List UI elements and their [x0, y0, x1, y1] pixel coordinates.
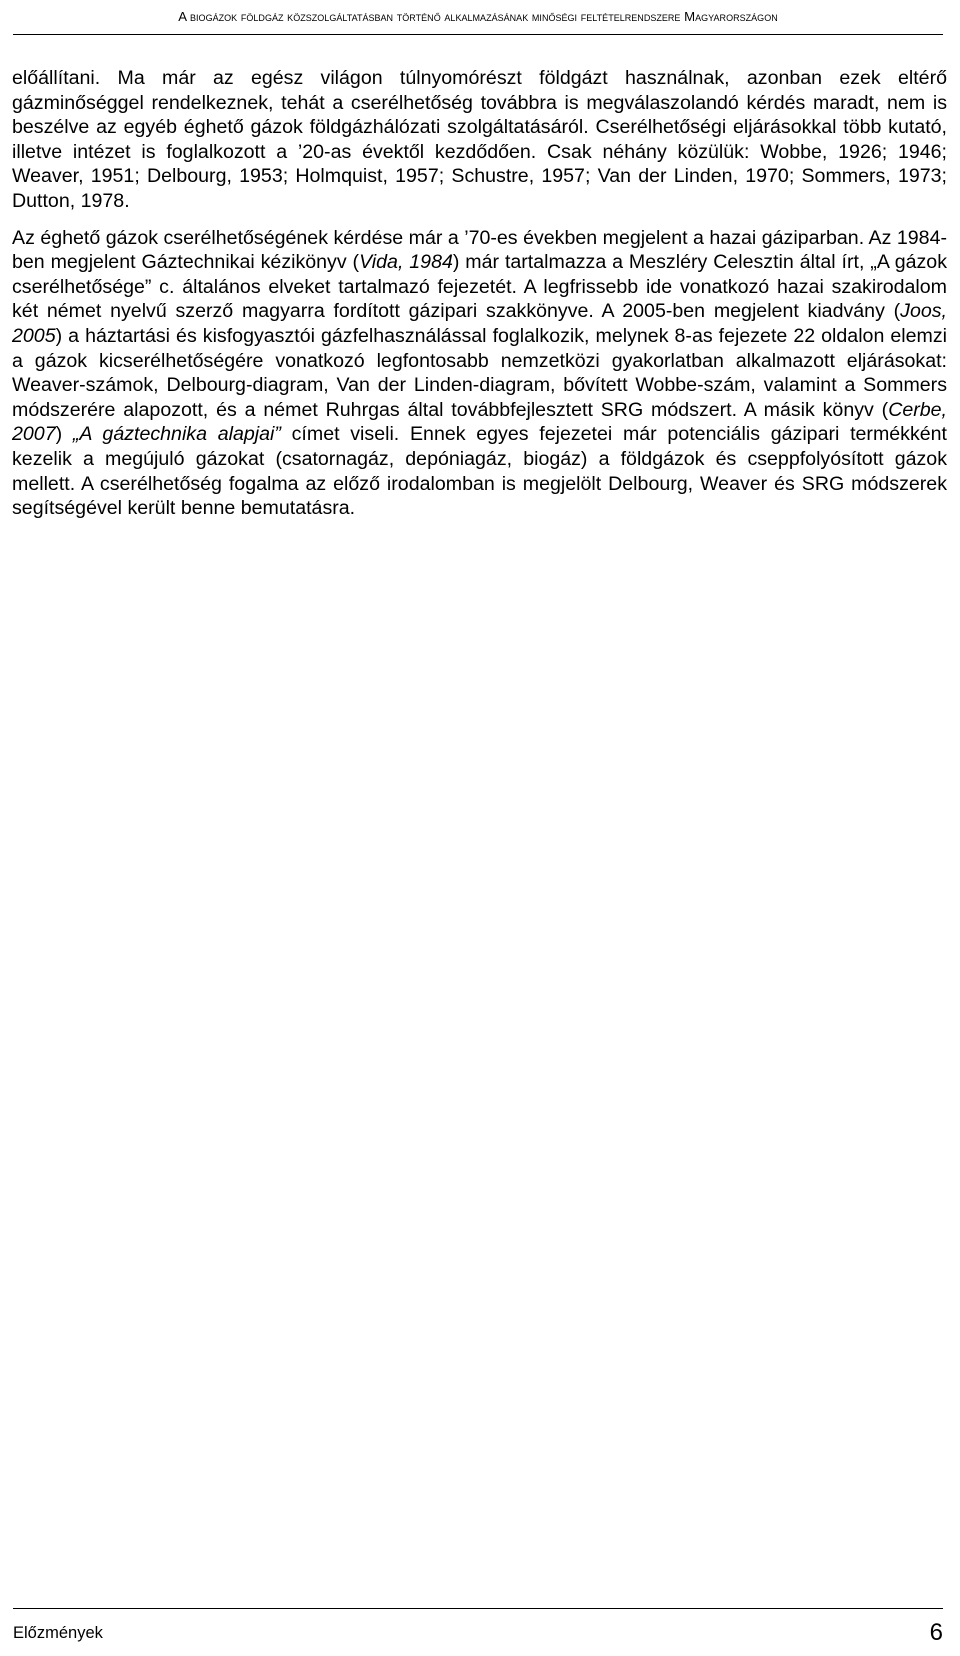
body-text: [12, 66, 947, 521]
text-run: ) már tartalmazza a Meszléry Celesztin által írt, „A gázok cserélhetősége” c. általános elveket tartalmazó fejezetét. A legfrissebb ide vonatkozó hazai szakirodalom két német nyelvű szerző magyarra fordított gázipari szakkönyve. A 2005-ben megjelent kiadvány (: [12, 251, 947, 323]
running-header: [13, 4, 943, 35]
italic-text-run: Vida, 1984: [359, 251, 453, 274]
running-footer: [13, 1608, 943, 1649]
text-run: Az éghető gázok cserélhetőségének kérdése már a ’70-es években megjelent a hazai gáziparban. Az 1984-ben megjelent Gáztechnikai kézikönyv (: [12, 226, 947, 274]
paragraph: [12, 66, 947, 214]
text-run: ) a háztartási és kisfogyasztói gázfelhasználással foglalkozik, melynek 8-as fejezete 22 oldalon elemzi a gázok kicserélhetőségére vonatkozó legfontosabb nemzetközi gyakorlatban alkalmazott eljárásokat: Weaver-számok, Delbourg-diagram, Van der Linden-diagram, bővített Wobbe-szám, valamint a Sommers módszerére alapozott, és a német Ruhrgas által továbbfejlesztett SRG módszert. A másik könyv (: [12, 324, 947, 421]
italic-text-run: Cerbe, 2007: [12, 398, 947, 446]
text-run: címet viseli. Ennek egyes fejezetei már potenciális gázipari termékként kezelik a megújuló gázokat (csatornagáz, depóniagáz, biogáz) a földgázok és cseppfolyósított gázok mellett. A cserélhetőség fogalma az előző irodalomban is megjelölt Delbourg, Weaver és SRG módszerek segítségével került benne bemutatásra.: [12, 423, 947, 520]
paragraph: [12, 226, 947, 521]
footer-section-title: Előzmények: [13, 1624, 103, 1642]
italic-text-run: „A gáztechnika alapjai”: [72, 423, 281, 446]
italic-text-run: Joos, 2005: [12, 300, 947, 347]
text-run: ): [55, 423, 73, 446]
running-header-title: A biogázok földgáz közszolgáltatásban történő alkalmazásának minőségi feltételrendszere Magyarországon: [178, 9, 778, 24]
text-run: előállítani. Ma már az egész világon túlnyomórészt földgázt használnak, azonban ezek eltérő gázminőséggel rendelkeznek, tehát a cserélhetőség továbbra is megválaszolandó kérdés maradt, nem is beszélve az egyéb éghető gázok földgázhálózati szolgáltatásáról. Cserélhetőségi eljárásokkal több kutató, illetve intézet is foglalkozott a ’20-as évektől kezdődően. Csak néhány közülük: Wobbe, 1926; 1946; Weaver, 1951; Delbourg, 1953; Holmquist, 1957; Schustre, 1957; Van der Linden, 1970; Sommers, 1973; Dutton, 1978.: [12, 67, 947, 212]
page-number: 6: [929, 1619, 943, 1646]
